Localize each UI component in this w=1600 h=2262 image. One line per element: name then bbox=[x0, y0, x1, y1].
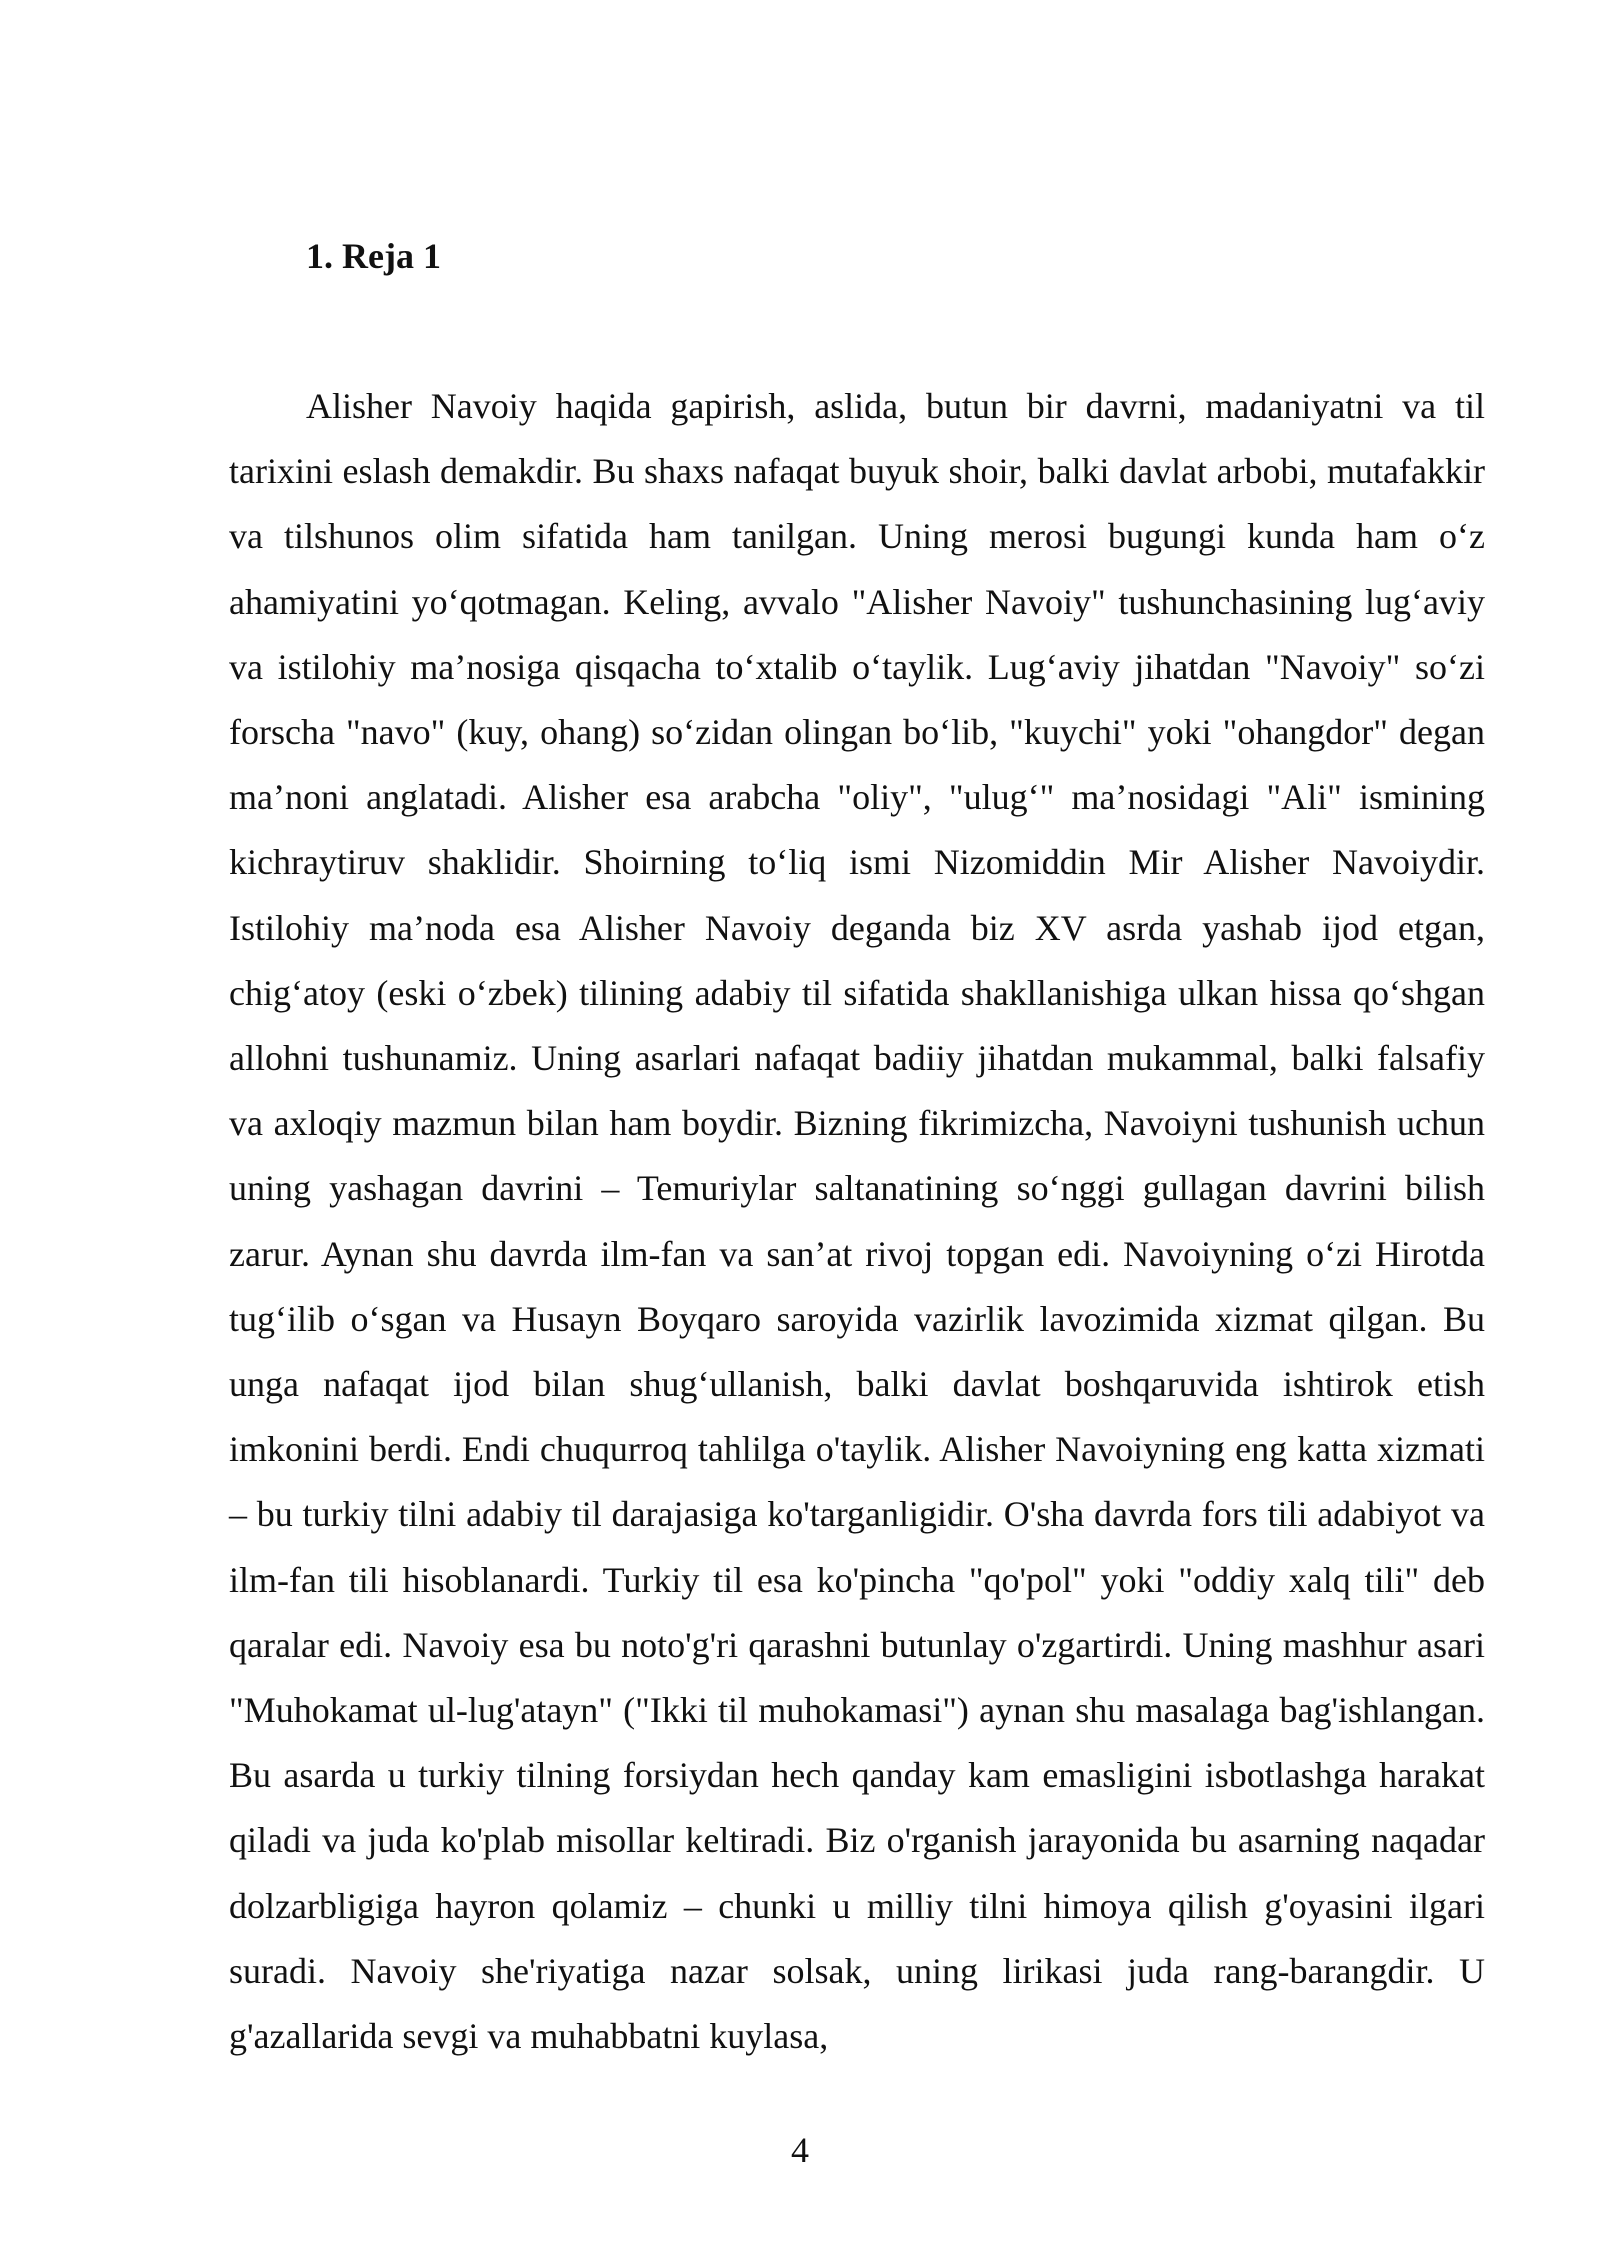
section-heading: 1. Reja 1 bbox=[306, 236, 441, 276]
page-number: 4 bbox=[791, 2130, 809, 2170]
body-paragraph: Alisher Navoiy haqida gapirish, aslida, butun bir davrni, madaniyatni va til tarixini eslash demakdir. Bu shaxs nafaqat buyuk shoir, balki davlat arbobi, mutafakkir va tilshunos olim sifatida ham tanilgan. Uning merosi bugungi kunda ham o‘z ahamiyatini yo‘qotmagan. Keling, avvalo "Alisher Navoiy" tushunchasining lug‘aviy va istilohiy ma’nosiga qisqacha to‘xtalib o‘taylik. Lug‘aviy jihatdan "Navoiy" so‘zi forscha "navo" (kuy, ohang) so‘zidan olingan bo‘lib, "kuychi" yoki "ohangdor" degan ma’noni anglatadi. Alisher esa arabcha "oliy", "ulug‘" ma’nosidagi "Ali" ismining kichraytiruv shaklidir. Shoirning to‘liq ismi Nizomiddin Mir Alisher Navoiydir. Istilohiy ma’noda esa Alisher Navoiy deganda biz XV asrda yashab ijod etgan, chig‘atoy (eski o‘zbek) tilining adabiy til sifatida shakllanishiga ulkan hissa qo‘shgan allohni tushunamiz. Uning asarlari nafaqat badiiy jihatdan mukammal, balki falsafiy va axloqiy mazmun bilan ham boydir. Bizning fikrimizcha, Navoiyni tushunish uchun uning yashagan davrini – Temuriylar saltanatining so‘nggi gullagan davrini bilish zarur. Aynan shu davrda ilm-fan va san’at rivoj topgan edi. Navoiyning o‘zi Hirotda tug‘ilib o‘sgan va Husayn Boyqaro saroyida vazirlik lavozimida xizmat qilgan. Bu unga nafaqat ijod bilan shug‘ullanish, balki davlat boshqaruvida ishtirok etish imkonini berdi. Endi chuqurroq tahlilga o'taylik. Alisher Navoiyning eng katta xizmati – bu turkiy tilni adabiy til darajasiga ko'targanligidir. O'sha davrda fors tili adabiyot va ilm-fan tili hisoblanardi. Turkiy til esa ko'pincha "qo'pol" yoki "oddiy xalq tili" deb qaralar edi. Navoiy esa bu noto'g'ri qarashni butunlay o'zgartirdi. Uning mashhur asari "Muhokamat ul-lug'atayn" ("Ikki til muhokamasi") aynan shu masalaga bag'ishlangan. Bu asarda u turkiy tilning forsiydan hech qanday kam emasligini isbotlashga harakat qiladi va juda ko'plab misollar keltiradi. Biz o'rganish jarayonida bu asarning naqadar dolzarbligiga hayron qolamiz – chunki u milliy tilni himoya qilish g'oyasini ilgari suradi. Navoiy she'riyatiga nazar solsak, uning lirikasi juda rang-barangdir. U g'azallarida sevgi va muhabbatni kuylasa, bbox=[229, 386, 1485, 2057]
